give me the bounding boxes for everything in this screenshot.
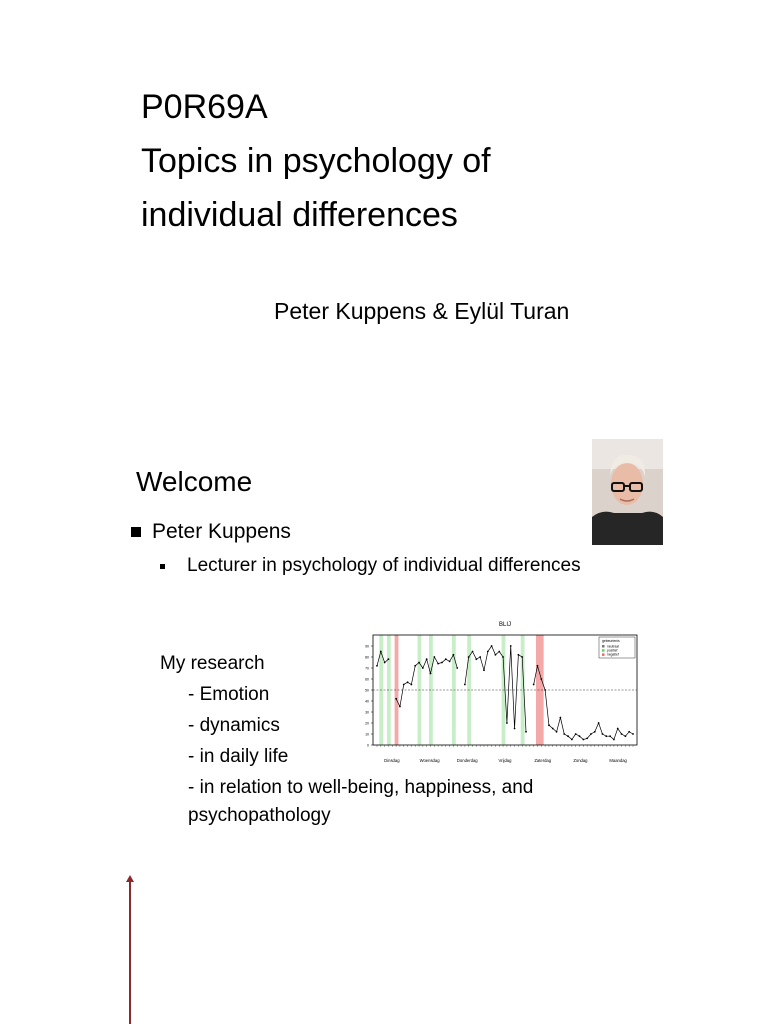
data-point	[632, 733, 634, 735]
data-point	[563, 733, 565, 735]
data-point	[426, 658, 428, 660]
data-point	[590, 733, 592, 735]
data-point	[598, 722, 600, 724]
x-category-label: Woensdag	[419, 758, 440, 763]
data-point	[468, 656, 470, 658]
series-line	[396, 655, 457, 707]
data-point	[540, 678, 542, 680]
legend-entry: neutraal	[607, 644, 619, 649]
sub-bullet-text: Lecturer in psychology of individual differences	[187, 555, 581, 576]
research-item: - in relation to well-being, happiness, and	[188, 777, 534, 798]
sub-bullet-lecturer	[160, 555, 581, 577]
data-point	[575, 733, 577, 735]
x-category-label: Dinsdag	[384, 758, 400, 763]
data-point	[624, 735, 626, 737]
y-tick-label: 90	[365, 644, 369, 649]
data-point	[449, 661, 451, 663]
research-item: - in daily life	[188, 746, 289, 767]
data-point	[521, 656, 523, 658]
y-tick-label: 0	[367, 743, 369, 748]
chart-title: BLIJ	[498, 622, 512, 628]
data-point	[556, 731, 558, 733]
data-point	[422, 667, 424, 669]
data-point	[407, 681, 409, 683]
course-title: Topics in psychology of individual differences	[141, 142, 491, 234]
lecturer-photo	[592, 439, 663, 545]
series-line	[465, 646, 526, 732]
course-code: P0R69A	[141, 88, 268, 126]
bullet-peter-kuppens	[131, 520, 291, 544]
y-tick-label: 10	[365, 732, 369, 737]
data-point	[537, 665, 539, 667]
x-category-label: Maandag	[609, 758, 627, 763]
small-square-bullet-icon	[160, 564, 165, 569]
data-point	[605, 735, 607, 737]
welcome-heading: Welcome	[136, 466, 253, 497]
data-point	[560, 717, 562, 719]
y-tick-label: 50	[365, 688, 369, 693]
data-point	[495, 654, 497, 656]
x-category-label: Zaterdag	[534, 758, 552, 763]
data-point	[571, 739, 573, 741]
x-category-label: Vrijdag	[498, 758, 512, 763]
legend-swatch	[602, 653, 605, 656]
data-point	[517, 654, 519, 656]
data-point	[384, 662, 386, 664]
data-point	[533, 684, 535, 686]
data-point	[594, 731, 596, 733]
bullet-text: Peter Kuppens	[152, 520, 291, 543]
data-point	[621, 733, 623, 735]
data-point	[609, 735, 611, 737]
data-point	[567, 735, 569, 737]
y-tick-label: 70	[365, 666, 369, 671]
research-item: - dynamics	[188, 715, 280, 736]
data-point	[475, 658, 477, 660]
data-point	[464, 684, 466, 686]
data-point	[430, 673, 432, 675]
data-point	[437, 663, 439, 665]
data-point	[544, 689, 546, 691]
research-item: - Emotion	[188, 684, 270, 705]
data-point	[548, 724, 550, 726]
vertical-arrow	[120, 872, 140, 1024]
data-point	[483, 669, 485, 671]
data-point	[414, 665, 416, 667]
data-point	[403, 684, 405, 686]
data-point	[418, 662, 420, 664]
data-point	[579, 735, 581, 737]
data-point	[628, 731, 630, 733]
y-tick-label: 30	[365, 710, 369, 715]
data-point	[479, 656, 481, 658]
data-point	[395, 698, 397, 700]
research-item: psychopathology	[188, 805, 331, 826]
legend-entry: positief	[607, 648, 618, 653]
data-point	[586, 738, 588, 740]
data-point	[506, 722, 508, 724]
y-tick-label: 40	[365, 699, 369, 704]
legend-entry: negatief	[607, 652, 619, 657]
data-point	[453, 654, 455, 656]
square-bullet-icon	[131, 527, 141, 537]
legend-swatch	[602, 645, 605, 648]
research-heading: My research	[160, 653, 265, 674]
title-slide	[0, 0, 768, 440]
data-point	[472, 651, 474, 653]
emotion-chart	[355, 615, 645, 775]
data-point	[399, 706, 401, 708]
data-point	[552, 728, 554, 730]
data-point	[433, 656, 435, 658]
legend-title: gebeurtenis	[602, 639, 620, 643]
legend-swatch	[602, 649, 605, 652]
data-point	[388, 658, 390, 660]
data-point	[582, 739, 584, 741]
y-tick-label: 80	[365, 655, 369, 660]
data-point	[410, 684, 412, 686]
data-point	[487, 651, 489, 653]
authors: Peter Kuppens & Eylül Turan	[274, 298, 570, 324]
data-point	[441, 662, 443, 664]
y-tick-label: 60	[365, 677, 369, 682]
data-point	[617, 728, 619, 730]
data-point	[445, 658, 447, 660]
data-point	[456, 667, 458, 669]
data-point	[498, 651, 500, 653]
x-category-label: Donderdag	[456, 758, 478, 763]
data-point	[514, 728, 516, 730]
data-point	[376, 665, 378, 667]
x-category-label: Zondag	[573, 758, 588, 763]
data-point	[602, 733, 604, 735]
data-point	[491, 645, 493, 647]
data-point	[613, 739, 615, 741]
data-point	[502, 656, 504, 658]
data-point	[510, 645, 512, 647]
data-point	[380, 651, 382, 653]
data-point	[525, 731, 527, 733]
y-tick-label: 20	[365, 721, 369, 726]
